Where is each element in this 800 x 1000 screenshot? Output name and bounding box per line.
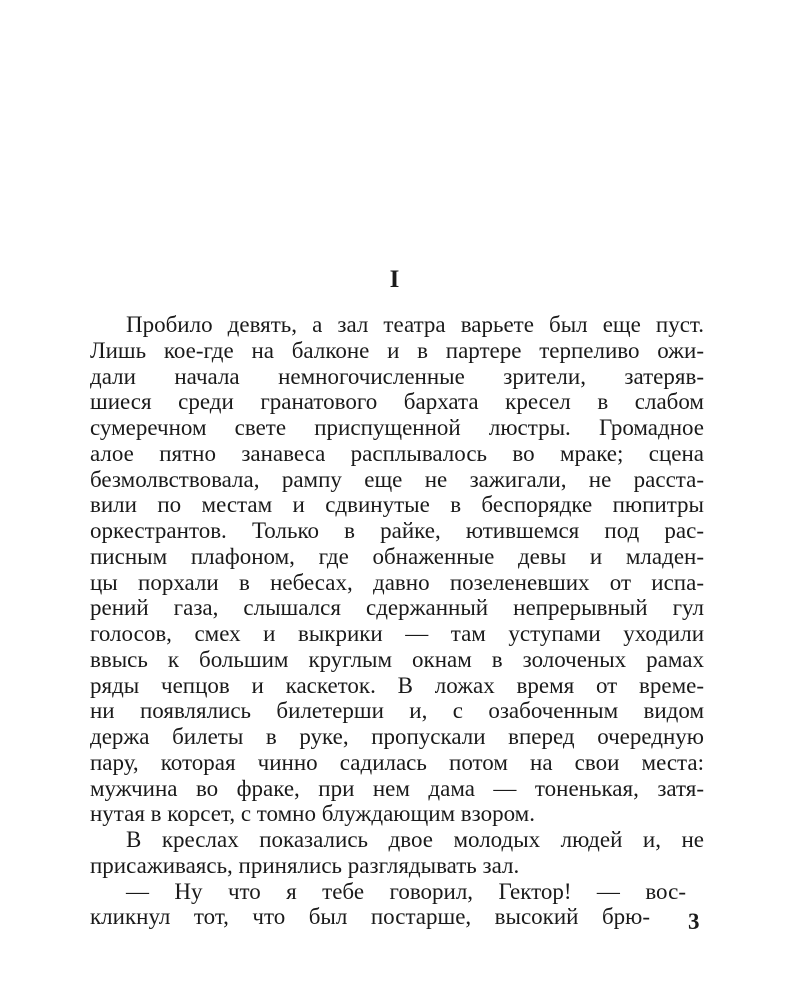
- text-line: вили по местам и сдвинутые в беспорядке пюпитры: [90, 492, 704, 518]
- text-line: голосов, смех и выкрики — там уступами уходили: [90, 621, 704, 646]
- text-line: алое пятно занавеса расплывалось во мраке; сцена: [90, 440, 704, 466]
- paragraph: [90, 312, 704, 827]
- text-line: нутая в корсет, с томно блуждающим взором.: [90, 801, 535, 827]
- text-line: дали начала немногочисленные зрители, затеряв-: [90, 363, 704, 389]
- text-line: ни появлялись билетерши и, с озабоченным видом: [90, 698, 704, 724]
- text-line: шиеся среди гранатового бархата кресел в слабом: [90, 389, 704, 415]
- paragraph: [90, 827, 704, 879]
- text-line: цы порхали в небесах, давно позеленевших от испа-: [90, 569, 704, 595]
- text-line: пару, которая чинно садилась потом на свои места:: [90, 749, 704, 775]
- page-number: 3: [688, 909, 700, 934]
- text-line: писным плафоном, где обнаженные девы и младен-: [90, 543, 704, 569]
- text-line: безмолвствовала, рампу еще не зажигали, не расста-: [90, 466, 704, 492]
- chapter-heading: I: [389, 266, 401, 293]
- text-line: ряды чепцов и каскеток. В ложах время от време-: [90, 672, 704, 698]
- text-line: держа билеты в руке, пропускали вперед очередную: [90, 724, 704, 749]
- text-line: присаживаясь, принялись разглядывать зал.: [90, 852, 520, 878]
- body-text: [90, 312, 704, 930]
- text-line: кликнул тот, что был постарше, высокий брю-: [90, 904, 650, 930]
- text-line: Лишь кое-где на балконе и в партере терпеливо ожи-: [90, 337, 704, 363]
- paragraph: [90, 879, 704, 931]
- text-line: В креслах показались двое молодых людей и, не: [126, 827, 704, 852]
- text-line: сумеречном свете приспущенной люстры. Громадное: [90, 415, 704, 440]
- text-line: ввысь к большим круглым окнам в золоченых рамах: [90, 646, 704, 672]
- text-line: оркестрантов. Только в райке, ютившемся под рас-: [90, 518, 704, 543]
- text-line: рений газа, слышался сдержанный непрерывный гул: [90, 595, 704, 621]
- text-line: Пробило девять, а зал театра варьете был еще пуст.: [126, 312, 704, 337]
- text-line: мужчина во фраке, при нем дама — тоненькая, затя-: [90, 775, 704, 801]
- text-line: — Ну что я тебе говорил, Гектор! — вос-: [126, 878, 686, 904]
